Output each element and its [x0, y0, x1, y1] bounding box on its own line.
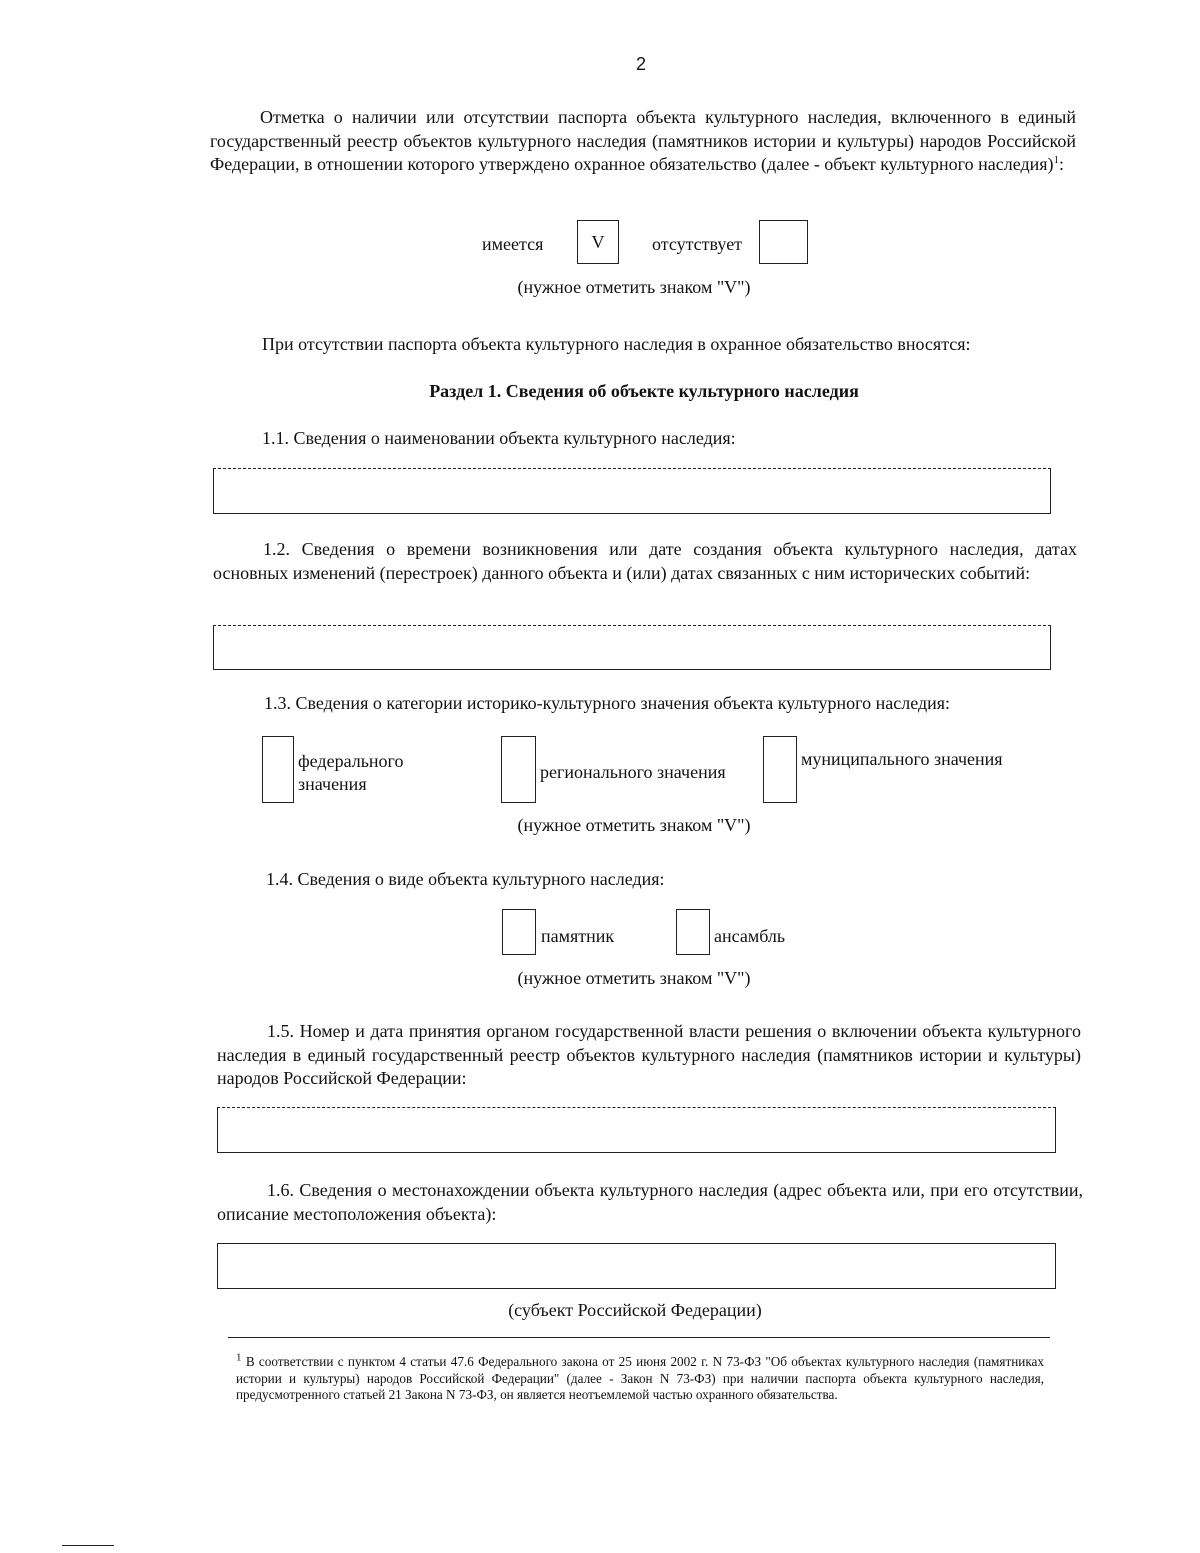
passport-hint: (нужное отметить знаком "V")	[517, 277, 751, 297]
passport-intro	[210, 106, 1076, 177]
category-federal-line2: значения	[298, 774, 367, 794]
option-present-mark: V	[591, 231, 605, 252]
footnote-text: В соответствии с пунктом 4 статьи 47.6 Федерального закона от 25 июня 2002 г. N 73-ФЗ "Об объектах культурного наследия (памятниках истории и культуры) народов Российской Федерации" (далее - Закон N 73-ФЗ) при наличии паспорта объекта культурного наследия, предусмотренного статьей 21 Закона N 73-ФЗ, он является неотъемлемой частью охранного обязательства.	[236, 1354, 1044, 1402]
footnote-number: 1	[236, 1351, 242, 1364]
item-1-1-label: 1.1. Сведения о наименовании объекта культурного наследия:	[262, 428, 736, 448]
footnote	[236, 1351, 1044, 1404]
section-title: Раздел 1. Сведения об объекте культурного наследия	[429, 381, 859, 401]
item-1-6-field[interactable]	[217, 1243, 1056, 1289]
item-1-6-label: 1.6. Сведения о местонахождении объекта культурного наследия (адрес объекта или, при его отсутствии, описание местоположения объекта):	[217, 1180, 1083, 1224]
category-regional-label: регионального значения	[540, 762, 726, 782]
category-municipal-checkbox[interactable]	[763, 736, 797, 803]
footnote-separator	[228, 1337, 1050, 1338]
type-ensemble-checkbox[interactable]	[676, 909, 710, 955]
category-federal-label	[298, 750, 403, 796]
item-1-2-field[interactable]	[213, 625, 1051, 670]
category-federal-line1: федерального	[298, 751, 404, 771]
item-1-5-field[interactable]	[217, 1107, 1056, 1153]
category-federal-checkbox[interactable]	[262, 736, 294, 803]
type-monument-checkbox[interactable]	[502, 909, 536, 955]
category-hint: (нужное отметить знаком "V")	[517, 815, 751, 835]
passport-intro-end: :	[1059, 154, 1065, 174]
option-absent-checkbox[interactable]	[759, 220, 808, 264]
option-absent-label: отсутствует	[652, 234, 743, 254]
type-hint: (нужное отметить знаком "V")	[517, 968, 751, 988]
item-1-5-label: 1.5. Номер и дата принятия органом государственной власти решения о включении объекта культурного наследия в единый государственный реестр объектов культурного наследия (памятников истории и культуры) народов Российской Федерации:	[217, 1021, 1081, 1088]
margin-mark	[62, 1545, 114, 1546]
page-number: 2	[635, 54, 646, 74]
passport-intro-text: Отметка о наличии или отсутствии паспорта объекта культурного наследия, включенного в единый государственный реестр объектов культурного наследия (памятников истории и культуры) народов Российской Федерации, в отношении которого утверждено охранное обязательство (далее - объект культурного наследия)	[210, 107, 1076, 174]
subject-caption: (субъект Российской Федерации)	[508, 1300, 762, 1320]
type-ensemble-label: ансамбль	[714, 926, 786, 946]
type-monument-label: памятник	[541, 926, 615, 946]
item-1-3-label: 1.3. Сведения о категории историко-культурного значения объекта культурного наследия:	[264, 693, 951, 713]
category-regional-checkbox[interactable]	[501, 736, 536, 803]
absence-note: При отсутствии паспорта объекта культурного наследия в охранное обязательство вносятся:	[262, 334, 971, 354]
option-present-checkbox[interactable]	[577, 220, 619, 264]
item-1-2-label: 1.2. Сведения о времени возникновения или дате создания объекта культурного наследия, датах основных изменений (перестроек) данного объекта и (или) датах связанных с ним исторических событий:	[213, 539, 1077, 583]
category-municipal-label: муниципального значения	[801, 749, 1003, 769]
item-1-1-field[interactable]	[213, 468, 1051, 514]
item-1-4-label: 1.4. Сведения о виде объекта культурного наследия:	[266, 869, 665, 889]
footnote-ref: 1	[1053, 154, 1060, 166]
option-present-label: имеется	[482, 234, 544, 254]
